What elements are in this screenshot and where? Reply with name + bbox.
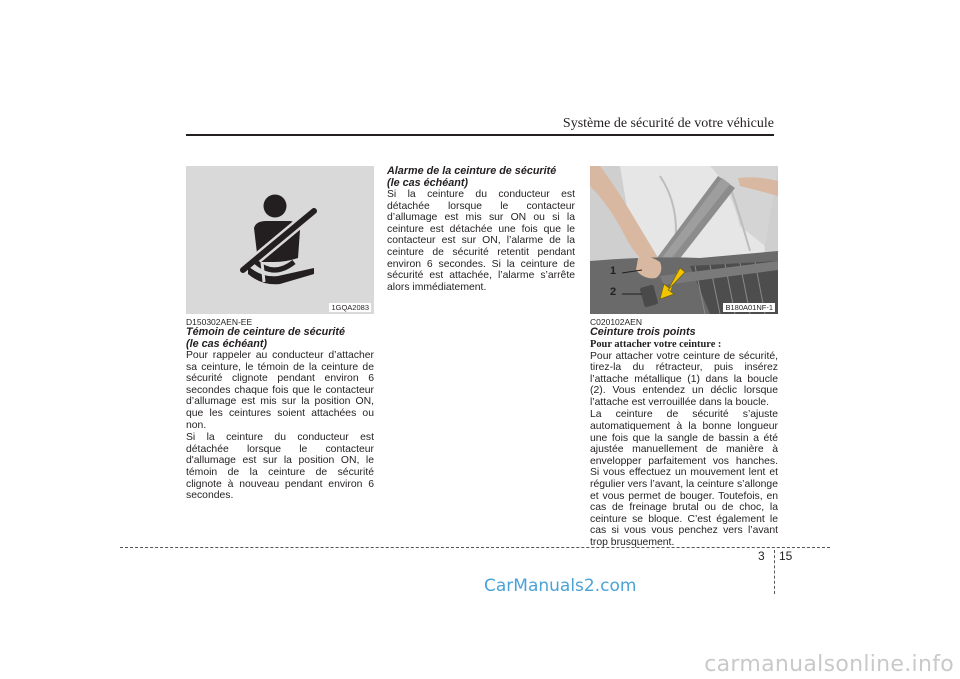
section-title: [387, 166, 575, 189]
figure-belt-photo: [590, 166, 778, 314]
section-subtitle: Pour attacher votre ceinture :: [590, 338, 722, 350]
paragraph: Pour rappeler au conducteur d’attacher sa ceinture, le témoin de la ceinture de sécurité clignote pendant environ 6 secondes chaque fois que le contacteur d’allumage est mis sur la position ON, que les ceintures soient attachées ou non.: [186, 350, 374, 431]
seatbelt-photo-illustration: [590, 166, 778, 314]
figure-code: 1GQA2083: [331, 303, 369, 312]
paragraph: Pour attacher votre ceinture de sécurité, tirez-la du rétracteur, puis insérez l’attache métallique (1) dans la boucle (2). Vous entendez un déclic lorsque l’attache est verrouillée dans la boucle.: [590, 350, 778, 408]
watermark-link[interactable]: CarManuals2.com: [484, 576, 637, 596]
figure-warning-light: [186, 166, 374, 314]
page-number-value: 15: [779, 549, 793, 563]
section-title-line1: Témoin de ceinture de sécurité: [186, 326, 346, 338]
bottom-rule: [120, 547, 830, 548]
section-title-line2: (le cas échéant): [186, 337, 268, 350]
section-code: D150302AEN-EE: [186, 317, 253, 327]
header-rule: [186, 134, 774, 136]
header-title: Système de sécurité de votre véhicule: [562, 116, 774, 131]
column-middle: [387, 166, 575, 293]
section-title-line1: Alarme de la ceinture de sécurité: [387, 165, 557, 177]
callout-1: 1: [610, 265, 617, 277]
paragraph: Si la ceinture du conducteur est détachée lorsque le contacteur d'allumage est sur la position ON, le témoin de la ceinture de sécurité clignote à nouveau pendant environ 6 secondes.: [186, 432, 374, 502]
chapter-number: 3: [758, 549, 765, 563]
page-number: [758, 549, 765, 563]
paragraph: La ceinture de sécurité s’ajuste automatiquement à la bonne longueur une fois que la sangle de bassin a été ajustée manuellement de manière à envelopper parfaitement vos hanches. Si vous effectuez un mouvement lent et régulier vers l’avant, la ceinture s’allonge et vous permet de bouger. Toutefois, en cas de freinage brutal ou de choc, la ceinture se bloque. C’est également le cas si vous vous penchez vers l’avant trop brusquement.: [590, 409, 778, 548]
section-title: Ceinture trois points: [590, 326, 696, 338]
column-right: [590, 166, 778, 549]
column-left: [186, 166, 374, 502]
page-separator: [774, 550, 775, 594]
section-title: [186, 327, 374, 350]
paragraph: Si la ceinture du conducteur est détachée lorsque le contacteur d’allumage est mis sur ON ou si la ceinture est détachée une fois que le contacteur est sur ON, l’alarme de la ceinture de sécurité retentit pendant environ 6 secondes. Si la ceinture de sécurité est attachée, l’alarme s’arrête alors immédiatement.: [387, 189, 575, 293]
callout-2: 2: [610, 286, 617, 298]
section-title-line2: (le cas échéant): [387, 176, 469, 189]
figure-code: B180A01NF-1: [725, 303, 773, 312]
site-watermark: carmanualsonline.info: [704, 652, 954, 677]
seatbelt-warning-icon: [186, 166, 374, 314]
section-code: C020102AEN: [590, 317, 642, 327]
